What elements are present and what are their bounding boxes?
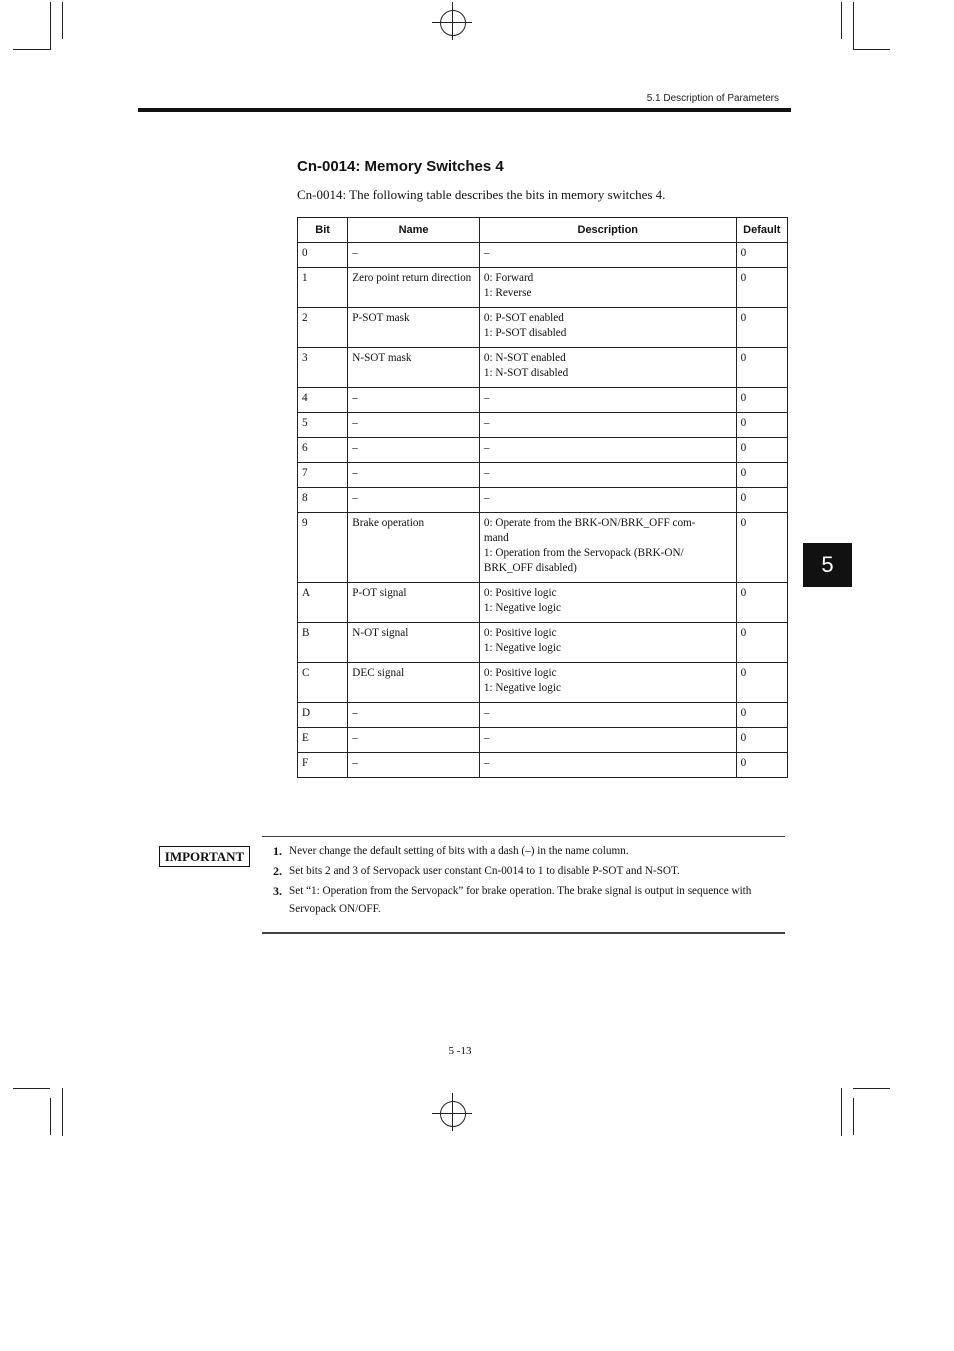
name-cell: –: [348, 388, 480, 413]
description-cell: –: [479, 753, 736, 778]
header-name: Name: [348, 218, 480, 243]
description-cell: 0: P-SOT enabled 1: P-SOT disabled: [479, 308, 736, 348]
table-body: [298, 243, 788, 778]
important-note: [273, 882, 785, 918]
bit-cell: E: [298, 728, 348, 753]
table-row: [298, 243, 788, 268]
default-cell: 0: [736, 728, 787, 753]
default-cell: 0: [736, 348, 787, 388]
bit-cell: 9: [298, 513, 348, 583]
name-cell: –: [348, 463, 480, 488]
description-cell: 0: N-SOT enabled 1: N-SOT disabled: [479, 348, 736, 388]
note-number: 1.: [273, 844, 282, 858]
description-cell: 0: Positive logic 1: Negative logic: [479, 663, 736, 703]
default-cell: 0: [736, 513, 787, 583]
name-cell: Zero point return direction: [348, 268, 480, 308]
page-number: 5 -13: [448, 1045, 472, 1057]
name-cell: N-SOT mask: [348, 348, 480, 388]
important-bottom-rule: [262, 932, 785, 934]
bit-cell: F: [298, 753, 348, 778]
table-row: [298, 513, 788, 583]
note-text: Never change the default setting of bits with a dash (–) in the name column.: [289, 845, 629, 857]
note-number: 3.: [273, 884, 282, 898]
description-cell: –: [479, 728, 736, 753]
default-cell: 0: [736, 413, 787, 438]
running-head: 5.1 Description of Parameters: [646, 93, 779, 104]
note-text: Set bits 2 and 3 of Servopack user constant Cn-0014 to 1 to disable P-SOT and N-SOT.: [289, 865, 680, 877]
default-cell: 0: [736, 703, 787, 728]
name-cell: –: [348, 243, 480, 268]
name-cell: Brake operation: [348, 513, 480, 583]
name-cell: –: [348, 488, 480, 513]
default-cell: 0: [736, 388, 787, 413]
bit-cell: 3: [298, 348, 348, 388]
description-cell: –: [479, 438, 736, 463]
name-cell: –: [348, 753, 480, 778]
memory-switch-table: [297, 217, 788, 778]
note-number: 2.: [273, 864, 282, 878]
default-cell: 0: [736, 268, 787, 308]
description-cell: 0: Operate from the BRK-ON/BRK_OFF com- mand 1: Operation from the Servopack (BRK-ON/ BRK_OFF disabled): [479, 513, 736, 583]
important-top-rule: [262, 836, 785, 837]
name-cell: –: [348, 438, 480, 463]
description-cell: –: [479, 243, 736, 268]
description-cell: –: [479, 413, 736, 438]
bit-cell: 1: [298, 268, 348, 308]
table-row: [298, 463, 788, 488]
table-row: [298, 623, 788, 663]
description-cell: 0: Positive logic 1: Negative logic: [479, 623, 736, 663]
important-notes: [273, 842, 785, 920]
default-cell: 0: [736, 753, 787, 778]
table-row: [298, 308, 788, 348]
important-note: [273, 862, 785, 880]
bit-cell: A: [298, 583, 348, 623]
default-cell: 0: [736, 623, 787, 663]
header-rule: [138, 108, 791, 112]
bit-cell: 5: [298, 413, 348, 438]
description-cell: 0: Positive logic 1: Negative logic: [479, 583, 736, 623]
chapter-tab: 5: [803, 543, 852, 587]
header-default: Default: [736, 218, 787, 243]
table-header-row: [298, 218, 788, 243]
name-cell: –: [348, 728, 480, 753]
table-row: [298, 753, 788, 778]
table-row: [298, 413, 788, 438]
important-note: [273, 842, 785, 860]
table-row: [298, 388, 788, 413]
description-cell: –: [479, 463, 736, 488]
table-row: [298, 663, 788, 703]
description-cell: –: [479, 703, 736, 728]
table-row: [298, 583, 788, 623]
name-cell: N-OT signal: [348, 623, 480, 663]
name-cell: P-OT signal: [348, 583, 480, 623]
bit-cell: 7: [298, 463, 348, 488]
default-cell: 0: [736, 463, 787, 488]
section-title: Cn-0014: Memory Switches 4: [297, 158, 504, 175]
table-row: [298, 438, 788, 463]
default-cell: 0: [736, 583, 787, 623]
description-cell: 0: Forward 1: Reverse: [479, 268, 736, 308]
bit-cell: B: [298, 623, 348, 663]
note-text: Set “1: Operation from the Servopack” for brake operation. The brake signal is output in sequence with Servopack ON/OFF.: [289, 885, 752, 915]
name-cell: DEC signal: [348, 663, 480, 703]
name-cell: P-SOT mask: [348, 308, 480, 348]
bit-cell: D: [298, 703, 348, 728]
table-row: [298, 348, 788, 388]
bit-cell: 2: [298, 308, 348, 348]
default-cell: 0: [736, 663, 787, 703]
description-cell: –: [479, 488, 736, 513]
bit-cell: C: [298, 663, 348, 703]
bit-cell: 0: [298, 243, 348, 268]
table-row: [298, 703, 788, 728]
name-cell: –: [348, 703, 480, 728]
bit-cell: 8: [298, 488, 348, 513]
intro-text: Cn-0014: The following table describes the bits in memory switches 4.: [297, 187, 666, 202]
table-row: [298, 268, 788, 308]
default-cell: 0: [736, 243, 787, 268]
name-cell: –: [348, 413, 480, 438]
header-bit: Bit: [298, 218, 348, 243]
description-cell: –: [479, 388, 736, 413]
table-row: [298, 728, 788, 753]
bit-cell: 4: [298, 388, 348, 413]
default-cell: 0: [736, 438, 787, 463]
default-cell: 0: [736, 308, 787, 348]
default-cell: 0: [736, 488, 787, 513]
header-description: Description: [479, 218, 736, 243]
table-row: [298, 488, 788, 513]
bit-cell: 6: [298, 438, 348, 463]
important-label: IMPORTANT: [159, 846, 250, 867]
